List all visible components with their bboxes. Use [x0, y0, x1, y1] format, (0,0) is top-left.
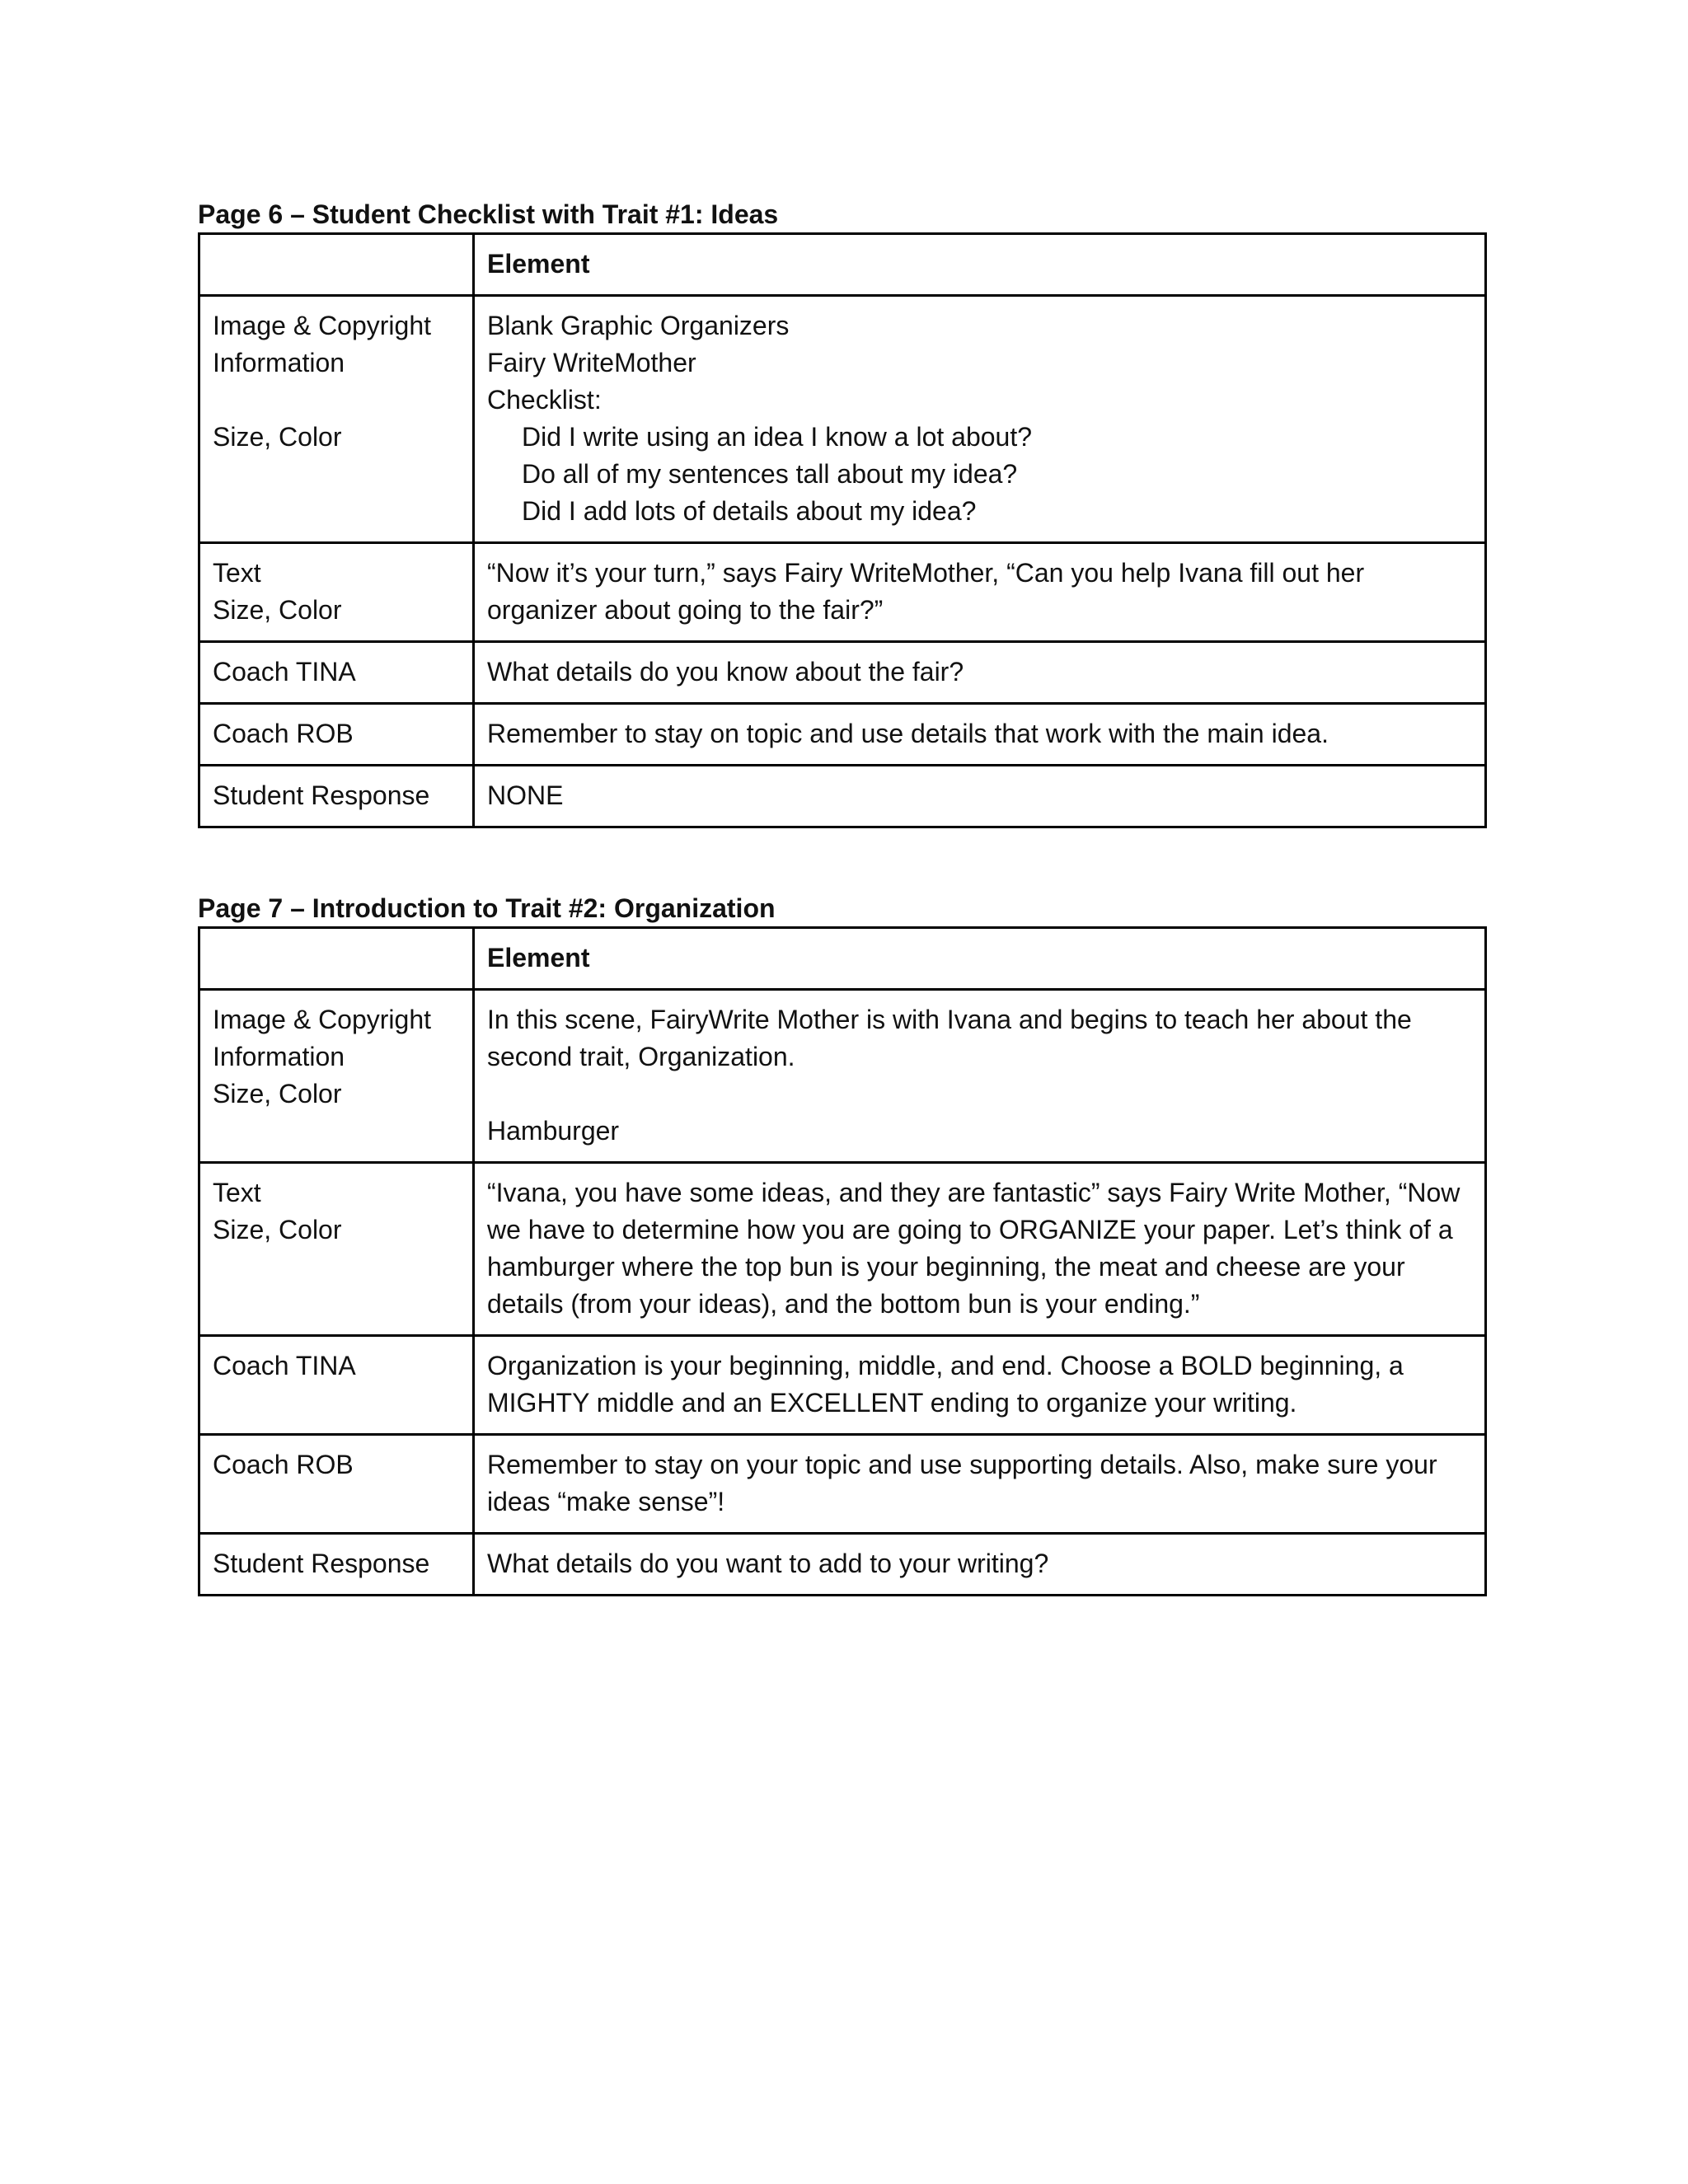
- checklist-item: Do all of my sentences tall about my idea?: [522, 459, 1018, 489]
- table-row: [199, 766, 1486, 827]
- row-label-line: Image & Copyright: [213, 311, 432, 340]
- row-content-text: [474, 543, 1486, 642]
- row-label-student-response: [199, 1534, 474, 1596]
- content-paragraph: NONE: [487, 780, 564, 810]
- row-content-coach-tina: [474, 642, 1486, 704]
- table-row: [199, 642, 1486, 704]
- content-paragraph: What details do you want to add to your writing?: [487, 1549, 1049, 1578]
- row-label-student-response: [199, 766, 474, 827]
- row-content-coach-rob: [474, 1435, 1486, 1534]
- header-empty-cell: [199, 928, 474, 990]
- section-title-page-7: Page 7 – Introduction to Trait #2: Organization: [198, 893, 776, 923]
- section-title-page-6: Page 6 – Student Checklist with Trait #1: Ideas: [198, 199, 779, 229]
- row-label-line: Coach ROB: [213, 1450, 354, 1479]
- content-paragraph: “Now it’s your turn,” says Fairy WriteMother, “Can you help Ivana fill out her organizer about going to the fair?”: [487, 558, 1365, 625]
- content-line: Blank Graphic Organizers: [487, 311, 790, 340]
- table-header-row: [199, 928, 1486, 990]
- row-label-line: Size, Color: [213, 1079, 342, 1108]
- element-table-page-7: [198, 926, 1487, 1596]
- row-label-line: Size, Color: [213, 595, 342, 625]
- row-content-student-response: [474, 766, 1486, 827]
- table-row: [199, 296, 1486, 543]
- content-paragraph: Remember to stay on topic and use details that work with the main idea.: [487, 719, 1329, 748]
- row-label-line: Student Response: [213, 780, 430, 810]
- row-label-line: Information: [213, 1042, 345, 1071]
- row-label-coach-rob: [199, 1435, 474, 1534]
- element-table-page-6: [198, 232, 1487, 828]
- row-content-coach-tina: [474, 1336, 1486, 1435]
- row-label-coach-tina: [199, 1336, 474, 1435]
- row-label-image-copyright: [199, 990, 474, 1163]
- content-paragraph: Remember to stay on your topic and use supporting details. Also, make sure your ideas “make sense”!: [487, 1450, 1437, 1516]
- row-label-text: [199, 1163, 474, 1336]
- row-label-line: Text: [213, 1178, 261, 1207]
- row-label-line: Text: [213, 558, 261, 588]
- element-column-header: Element: [474, 234, 1486, 296]
- content-gap: [487, 1076, 1472, 1113]
- table-header-row: [199, 234, 1486, 296]
- content-line: Checklist:: [487, 385, 602, 415]
- table-row: [199, 704, 1486, 766]
- row-label-line: Student Response: [213, 1549, 430, 1578]
- checklist-item: Did I write using an idea I know a lot about?: [522, 422, 1033, 452]
- row-label-line: Size, Color: [213, 422, 342, 452]
- content-line: Hamburger: [487, 1116, 620, 1146]
- row-label-line: Coach ROB: [213, 719, 354, 748]
- row-label-image-copyright: [199, 296, 474, 543]
- content-paragraph: What details do you know about the fair?: [487, 657, 964, 687]
- content-paragraph: “Ivana, you have some ideas, and they are fantastic” says Fairy Write Mother, “Now we have to determine how you are going to ORGANIZE your paper. Let’s think of a hamburger where the top bun is your beginning, the meat and cheese are your details (from your ideas), and the bottom bun is your ending.”: [487, 1178, 1461, 1319]
- row-label-gap: [213, 382, 460, 419]
- row-label-coach-tina: [199, 642, 474, 704]
- table-row: [199, 1336, 1486, 1435]
- table-row: [199, 1534, 1486, 1596]
- header-empty-cell: [199, 234, 474, 296]
- table-row: [199, 1435, 1486, 1534]
- content-paragraph: In this scene, FairyWrite Mother is with Ivana and begins to teach her about the second trait, Organization.: [487, 1005, 1412, 1071]
- table-row: [199, 990, 1486, 1163]
- checklist-item: Did I add lots of details about my idea?: [522, 496, 977, 526]
- row-label-line: Coach TINA: [213, 1351, 356, 1380]
- content-paragraph: Organization is your beginning, middle, and end. Choose a BOLD beginning, a MIGHTY middle and an EXCELLENT ending to organize your writing.: [487, 1351, 1404, 1418]
- row-label-line: Information: [213, 348, 345, 377]
- row-label-line: Coach TINA: [213, 657, 356, 687]
- row-content-image-copyright: [474, 990, 1486, 1163]
- row-label-line: Size, Color: [213, 1215, 342, 1244]
- table-row: [199, 543, 1486, 642]
- content-line: Fairy WriteMother: [487, 348, 696, 377]
- row-content-coach-rob: [474, 704, 1486, 766]
- row-label-text: [199, 543, 474, 642]
- row-label-line: Image & Copyright: [213, 1005, 432, 1034]
- row-content-text: [474, 1163, 1486, 1336]
- row-content-student-response: [474, 1534, 1486, 1596]
- table-row: [199, 1163, 1486, 1336]
- element-column-header: Element: [474, 928, 1486, 990]
- row-label-coach-rob: [199, 704, 474, 766]
- row-content-image-copyright: [474, 296, 1486, 543]
